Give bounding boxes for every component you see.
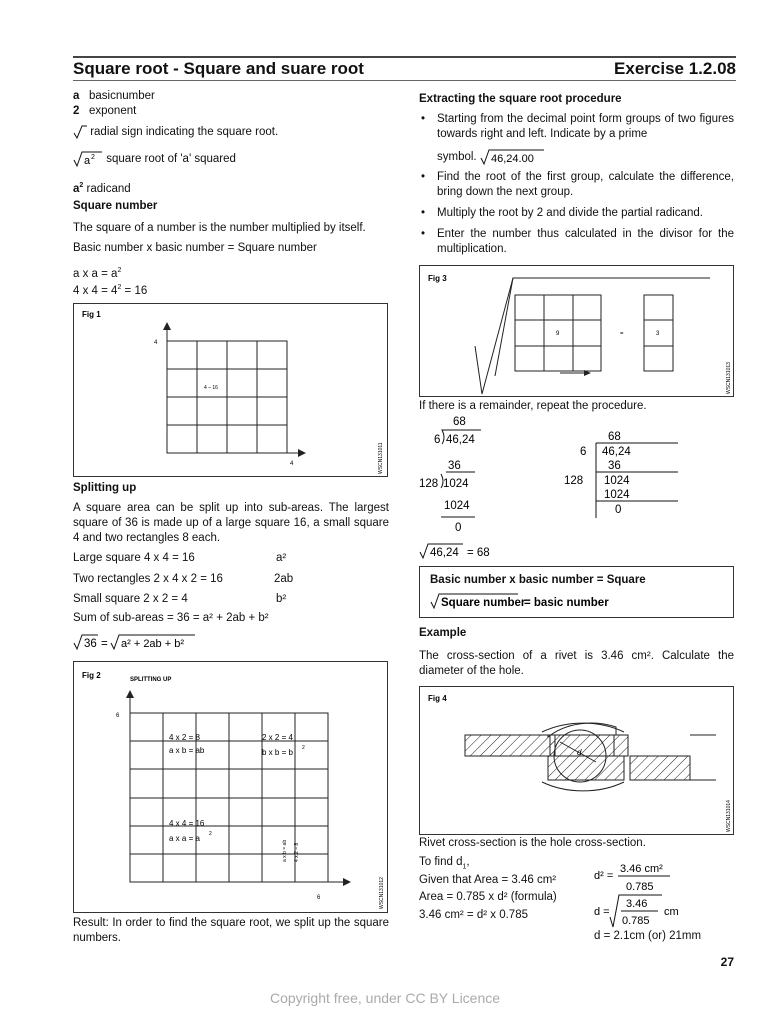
svg-text:9: 9 <box>556 331 560 337</box>
procedure-step: • Find the root of the first group, calculate the difference, bring down the next group. <box>419 170 734 200</box>
fig2-grid <box>74 662 387 912</box>
square-number-formula: Basic number x basic number = Square number <box>73 242 317 254</box>
radicand-def: $a^2$ radicand <box>73 182 131 195</box>
fig1-xtick: 4 <box>290 461 294 467</box>
svg-text:6: 6 <box>317 895 321 901</box>
svg-text:WSCN131012: WSCN131012 <box>379 877 385 909</box>
svg-text:Fig 2: Fig 2 <box>82 671 101 680</box>
svg-text:3.46: 3.46 <box>626 898 648 910</box>
svg-text:Fig 3: Fig 3 <box>428 274 447 283</box>
svg-text:68: 68 <box>608 431 621 443</box>
svg-text:2: 2 <box>209 831 212 837</box>
svg-text:a² + 2ab + b²: a² + 2ab + b² <box>121 638 184 650</box>
svg-text:a x a = a: a x a = a <box>169 834 200 843</box>
fig1-ytick: 4 <box>154 340 158 346</box>
figure-1 <box>73 303 388 477</box>
sqrt-result <box>419 542 734 565</box>
remainder-note: If there is a remainder, repeat the procedure. <box>419 400 647 412</box>
splitting-desc: A square area can be split up into sub-areas. The largest square of 36 is made up of a large square 16, a small square 4 and two rectangles 8 each. <box>73 502 389 544</box>
svg-text:3.46 cm²: 3.46 cm² <box>620 863 663 875</box>
four-line: 4 x $4 = 4^2 = 16$ <box>73 284 148 297</box>
svg-text:0.785: 0.785 <box>626 881 654 893</box>
svg-text:6: 6 <box>434 434 441 446</box>
svg-text:1024: 1024 <box>604 475 630 487</box>
sqrt-a2-symbol <box>73 150 103 168</box>
def-text: exponent <box>89 105 137 117</box>
svg-text:3: 3 <box>656 331 660 337</box>
svg-text:6: 6 <box>580 446 587 458</box>
svg-text:a x b = ab: a x b = ab <box>282 839 288 862</box>
cross-section-note: Rivet cross-section is the hole cross-section. <box>419 837 646 849</box>
figure-3 <box>419 265 734 397</box>
radical-icon <box>73 125 87 139</box>
radial-sign-text: radial sign indicating the square root. <box>90 126 279 139</box>
svg-text:2: 2 <box>91 154 95 161</box>
svg-text:WSCN131014: WSCN131014 <box>726 800 732 832</box>
figure-2 <box>73 661 388 913</box>
d-final: d = 2.1cm (or) 21mm <box>594 930 702 942</box>
sqrt-a2-text: square root of 'a' squared <box>106 153 236 166</box>
fig1-code: WSCN131011 <box>378 442 384 474</box>
exercise-number: Exercise 1.2.08 <box>614 59 736 78</box>
svg-text:Fig 4: Fig 4 <box>428 694 447 703</box>
svg-text:0.785: 0.785 <box>622 915 650 927</box>
svg-text:2 x 2 = 4: 2 x 2 = 4 <box>262 733 293 742</box>
fig1-center-label: 4 – 16 <box>204 385 218 391</box>
def-text: basicnumber <box>89 90 155 102</box>
svg-text:= basic number: = basic number <box>524 597 609 609</box>
procedure-list <box>419 112 734 257</box>
d-fraction <box>594 893 694 934</box>
svg-text:46,24: 46,24 <box>446 434 475 446</box>
square-number-desc: The square of a number is the number multiplied by itself. <box>73 222 366 234</box>
splitting-heading: Splitting up <box>73 482 137 494</box>
area-formula: Area = 0.785 x d² (formula) <box>419 891 557 903</box>
example-text: The cross-section of a rivet is 3.46 cm². Calculate the diameter of the hole. <box>419 650 734 677</box>
svg-text:Square number: Square number <box>441 597 526 609</box>
svg-text:4 x 2 = 8: 4 x 2 = 8 <box>294 842 300 862</box>
sub-area-row: Two rectangles 2 x 4 x 2 = 16 2ab <box>73 573 294 585</box>
procedure-step: • Enter the number thus calculated in the divisor for the multiplication. <box>419 227 734 257</box>
figure-4 <box>419 686 734 835</box>
svg-text:d² =: d² = <box>594 870 614 882</box>
svg-text:46,24: 46,24 <box>602 446 631 458</box>
to-find: To find $d_1$, <box>419 856 470 871</box>
svg-text:SPLITTING UP: SPLITTING UP <box>130 677 172 683</box>
sub-area-row: Small square 2 x 2 = 4 b² <box>73 593 287 605</box>
svg-text:=: = <box>101 638 108 650</box>
svg-text:a: a <box>84 155 91 167</box>
definitions <box>73 89 389 119</box>
svg-text:2: 2 <box>302 745 305 751</box>
svg-text:=: = <box>620 331 624 337</box>
svg-text:0: 0 <box>455 522 462 534</box>
svg-text:d: d <box>577 748 582 757</box>
rule-line-2 <box>430 591 660 616</box>
svg-text:36: 36 <box>448 460 461 472</box>
example-heading: Example <box>419 627 467 639</box>
header-rule-bottom <box>73 80 736 81</box>
square-number-heading: Square number <box>73 200 158 212</box>
svg-text:4 x 2 = 8: 4 x 2 = 8 <box>169 733 200 742</box>
svg-text:d =: d = <box>594 906 610 918</box>
page-number: 27 <box>720 955 734 969</box>
copyright-footer: Copyright free, under CC BY Licence <box>269 990 501 1006</box>
sqrt36-eq <box>73 632 389 657</box>
svg-text:36: 36 <box>84 638 97 650</box>
svg-text:46,24: 46,24 <box>430 547 459 559</box>
procedure-heading: Extracting the square root procedure <box>419 93 622 105</box>
rule-box <box>419 566 734 618</box>
def-key: a <box>73 90 80 102</box>
procedure-step: • Starting from the decimal point form groups of two figures towards right and left. Indicate by a prime symbol. 46,24.00 <box>419 112 734 166</box>
radicand-key: a <box>73 182 80 195</box>
svg-text:a x b = ab: a x b = ab <box>169 746 205 755</box>
radial-sign-def <box>73 125 389 140</box>
svg-text:cm: cm <box>664 906 679 918</box>
sub-area-row: Large square 4 x 4 = 16 a² <box>73 552 287 564</box>
sqrt-a2-def <box>73 150 389 168</box>
axa-line: a x $a = a^2$ <box>73 267 122 280</box>
svg-text:= 68: = 68 <box>467 547 490 559</box>
long-division-a <box>419 414 539 539</box>
svg-text:WSCN131013: WSCN131013 <box>726 362 732 394</box>
svg-text:4 x 4 = 16: 4 x 4 = 16 <box>169 819 205 828</box>
svg-text:b x b = b: b x b = b <box>262 748 293 757</box>
svg-text:128: 128 <box>564 475 584 487</box>
svg-text:1024: 1024 <box>443 478 469 490</box>
rule-line-1: Basic number x basic number = Square <box>430 574 646 586</box>
given-line: Given that Area = 3.46 cm² <box>419 874 557 886</box>
svg-text:0: 0 <box>615 504 622 516</box>
svg-text:6: 6 <box>116 713 120 719</box>
equation-line: 3.46 cm² = d² x 0.785 <box>419 909 528 921</box>
fig1-grid <box>74 304 387 476</box>
page-title: Square root - Square and suare root <box>73 59 364 78</box>
result-text: Result: In order to find the square root, we split up the square numbers. <box>73 917 389 944</box>
def-key: 2 <box>73 105 80 117</box>
svg-text:68: 68 <box>453 416 466 428</box>
svg-text:36: 36 <box>608 460 621 472</box>
long-division-b <box>560 428 685 523</box>
svg-text:1024: 1024 <box>444 500 470 512</box>
procedure-step: • Multiply the root by 2 and divide the partial radicand. <box>419 206 734 221</box>
svg-text:128: 128 <box>419 478 439 490</box>
sum-of-subareas: Sum of sub-areas = 36 = a² + 2ab + b² <box>73 612 269 624</box>
svg-text:46,24.00: 46,24.00 <box>490 153 534 165</box>
svg-text:1024: 1024 <box>604 489 630 501</box>
fig1-label: Fig 1 <box>82 310 101 319</box>
header-rule-top <box>73 56 736 58</box>
radicand-text: radicand <box>86 182 131 195</box>
